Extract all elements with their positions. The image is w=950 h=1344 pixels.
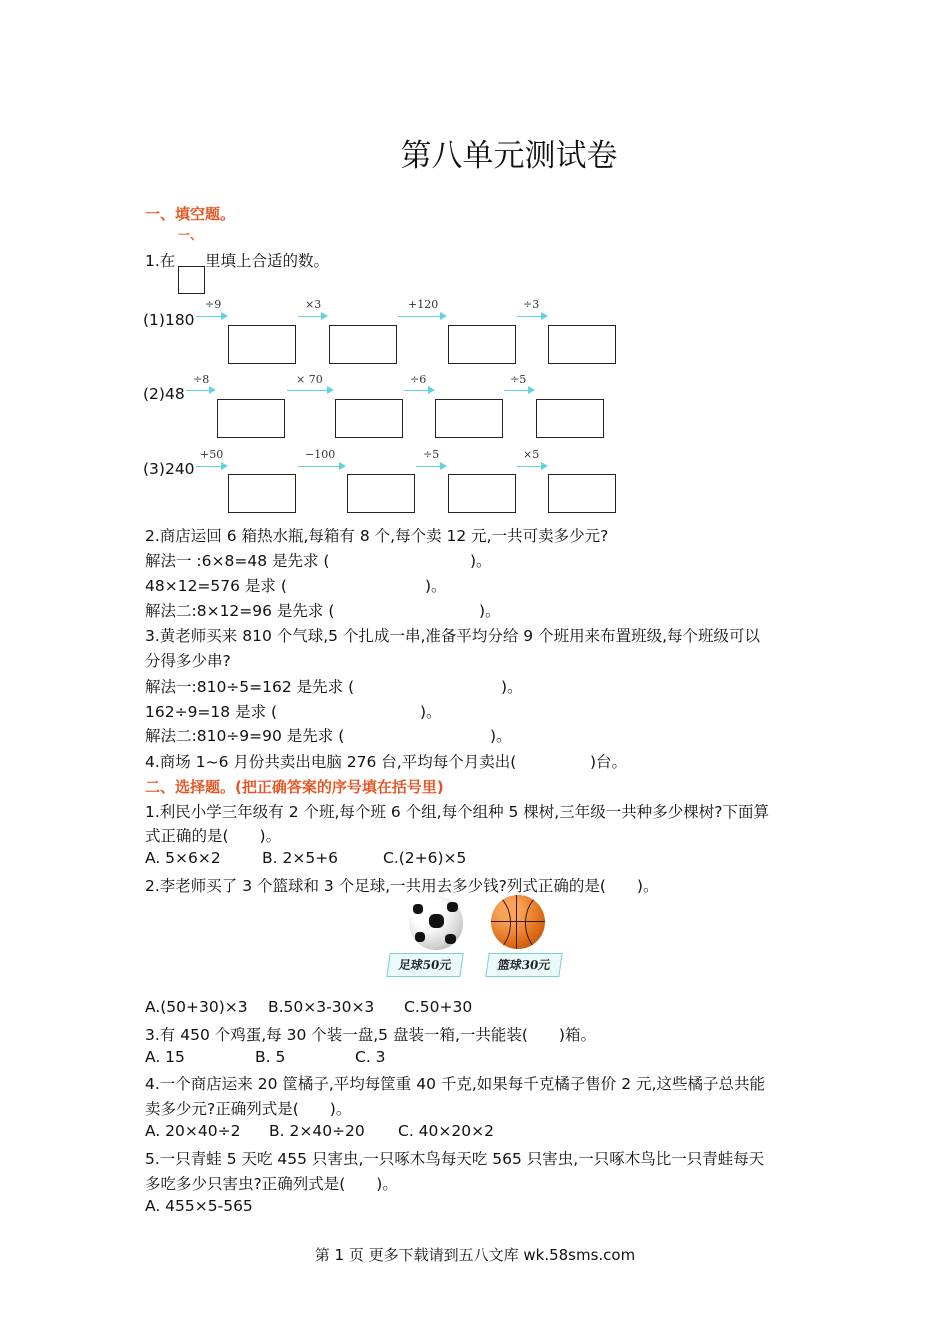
c4-option-c: C. 40×20×2: [398, 1122, 494, 1140]
row1-label: (1)180: [143, 311, 195, 329]
q2-text: 2.商店运回 6 箱热水瓶,每箱有 8 个,每个卖 12 元,一共可卖多少元?: [145, 527, 609, 545]
answer-box[interactable]: [448, 474, 516, 513]
arrow-icon: [416, 466, 445, 467]
c4-text2: 卖多少元?正确列式是( )。: [145, 1100, 352, 1118]
c1-text1: 1.利民小学三年级有 2 个班,每个班 6 个组,每个组种 5 棵树,三年级一共种多少棵树?下面算: [145, 803, 769, 821]
q2-line1: 解法一 :6×8=48 是先求 (: [145, 552, 330, 570]
row1-op3: +120: [408, 298, 439, 311]
row1-op2: ×3: [305, 298, 322, 311]
c1-option-c: C.(2+6)×5: [383, 849, 467, 867]
row2-op2: × 70: [296, 373, 323, 386]
q2-line1-end: )。: [470, 552, 492, 570]
row3-op2: −100: [305, 448, 336, 461]
row2-op1: ÷8: [193, 373, 210, 386]
q3-line1-end: )。: [501, 678, 523, 696]
page-footer: 第 1 页 更多下载请到五八文库 wk.58sms.com: [314, 1246, 636, 1264]
row3-op1: +50: [200, 448, 224, 461]
answer-box[interactable]: [548, 325, 616, 364]
c5-text1: 5.一只青蛙 5 天吃 455 只害虫,一只啄木鸟每天吃 565 只害虫,一只啄木鸟比一只青蛙每天: [145, 1150, 765, 1168]
arrow-icon: [517, 316, 546, 317]
row3-op3: ÷5: [423, 448, 440, 461]
basketball-price-tag: 篮球30元: [485, 953, 562, 977]
soccer-ball-icon: [409, 896, 463, 950]
q3-line1: 解法一:810÷5=162 是先求 (: [145, 678, 355, 696]
soccer-price-tag: 足球50元: [386, 953, 463, 977]
row3-op4: ×5: [523, 448, 540, 461]
c3-text: 3.有 450 个鸡蛋,每 30 个装一盘,5 盘装一箱,一共能装( )箱。: [145, 1026, 596, 1044]
row1-op4: ÷3: [523, 298, 540, 311]
answer-box[interactable]: [228, 474, 296, 513]
c2-option-b: B.50×3-30×3: [268, 998, 375, 1016]
c3-option-c: C. 3: [355, 1048, 386, 1066]
q3-line2-end: )。: [420, 703, 442, 721]
q2-line3: 解法二:8×12=96 是先求 (: [145, 602, 335, 620]
q3-line3: 解法二:810÷9=90 是先求 (: [145, 727, 345, 745]
c1-option-b: B. 2×5+6: [262, 849, 339, 867]
q2-line3-end: )。: [479, 602, 501, 620]
q3-text1: 3.黄老师买来 810 个气球,5 个扎成一串,准备平均分给 9 个班用来布置班级,每个班级可以: [145, 627, 761, 645]
answer-box[interactable]: [435, 399, 503, 438]
q4-text-end: )台。: [590, 753, 628, 771]
c4-option-b: B. 2×40÷20: [269, 1122, 365, 1140]
arrow-icon: [404, 390, 433, 391]
arrow-icon: [287, 390, 332, 391]
arrow-icon: [398, 316, 445, 317]
arrow-icon: [196, 466, 226, 467]
row2-label: (2)48: [143, 385, 185, 403]
arrow-icon: [504, 390, 533, 391]
c2-text: 2.李老师买了 3 个篮球和 3 个足球,一共用去多少钱?列式正确的是( )。: [145, 877, 659, 895]
c4-text1: 4.一个商店运来 20 筐橘子,平均每筐重 40 千克,如果每千克橘子售价 2 元,这些橘子总共能: [145, 1075, 765, 1093]
arrow-icon: [186, 390, 214, 391]
answer-box[interactable]: [536, 399, 604, 438]
c2-option-c: C.50+30: [404, 998, 473, 1016]
arrow-icon: [298, 316, 326, 317]
answer-box[interactable]: [347, 474, 415, 513]
arrow-icon: [298, 466, 344, 467]
answer-box[interactable]: [217, 399, 285, 438]
q3-text2: 分得多少串?: [145, 652, 231, 670]
q1-prefix: 1.在: [145, 252, 176, 270]
q2-line2: 48×12=576 是求 (: [145, 577, 287, 595]
c2-option-a: A.(50+30)×3: [145, 998, 248, 1016]
row2-op4: ÷5: [510, 373, 527, 386]
c3-option-b: B. 5: [255, 1048, 286, 1066]
answer-box[interactable]: [548, 474, 616, 513]
c5-option-a: A. 455×5-565: [145, 1197, 253, 1215]
c4-option-a: A. 20×40÷2: [145, 1122, 241, 1140]
section-heading-choice: 二、选择题。(把正确答案的序号填在括号里): [145, 778, 444, 796]
answer-box[interactable]: [329, 325, 397, 364]
q2-line2-end: )。: [425, 577, 447, 595]
basketball-icon: [491, 895, 545, 949]
arrow-icon: [196, 316, 226, 317]
section-sub-mark: 一、: [178, 228, 203, 242]
q3-line3-end: )。: [490, 727, 512, 745]
answer-box[interactable]: [448, 325, 516, 364]
answer-box[interactable]: [335, 399, 403, 438]
arrow-icon: [517, 466, 546, 467]
row2-op3: ÷6: [410, 373, 427, 386]
q1-sample-box: [178, 266, 205, 294]
q4-text: 4.商场 1~6 月份共卖出电脑 276 台,平均每个月卖出(: [145, 753, 517, 771]
q3-line2: 162÷9=18 是求 (: [145, 703, 278, 721]
c1-option-a: A. 5×6×2: [145, 849, 221, 867]
row1-op1: ÷9: [205, 298, 222, 311]
answer-box[interactable]: [228, 325, 296, 364]
row3-label: (3)240: [143, 460, 195, 478]
section-heading-fill-blank: 一、填空题。: [145, 205, 236, 223]
q1-suffix: 里填上合适的数。: [205, 252, 330, 270]
c1-text2: 式正确的是( )。: [145, 827, 282, 845]
c5-text2: 多吃多少只害虫?正确列式是( )。: [145, 1175, 398, 1193]
c3-option-a: A. 15: [145, 1048, 185, 1066]
page-title: 第八单元测试卷: [400, 138, 618, 174]
